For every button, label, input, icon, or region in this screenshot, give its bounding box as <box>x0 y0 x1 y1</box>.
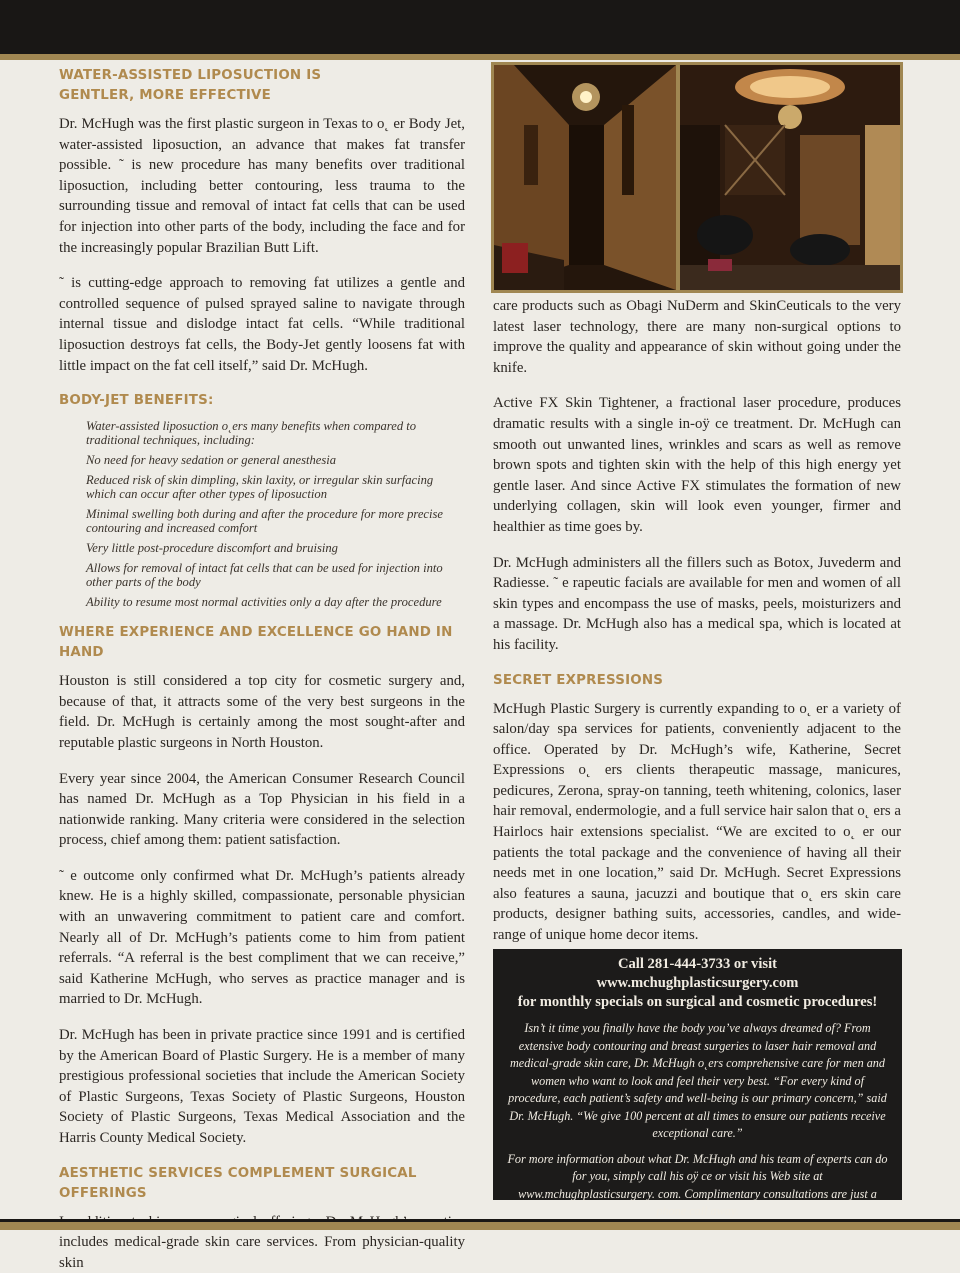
callout-paragraph: Isn’t it time you finally have the body you’ve always dreamed of? From extensive body contouring and breast surgeries to laser hair removal and medical-grade skin care, Dr. McHugh o˛ers comprehensive care for men and women who want to look and feel their very best. “For every kind of procedure, each patient’s safety and well-being is our primary concern,” said Dr. McHugh. “We give 100 percent at all times to ensure our patients receive exceptional care.” <box>508 1021 887 1140</box>
paragraph: care products such as Obagi NuDerm and SkinCeuticals to the very latest laser technology, there are many non-surgical options to improve the quality and appearance of skin without going under the knife. <box>493 298 901 376</box>
left-column <box>59 66 465 1273</box>
paragraph: Active FX Skin Tightener, a fractional laser procedure, produces dramatic results with a single in-oÿ ce treatment. Dr. McHugh can smooth out unwanted lines, wrinkles and scars as well as remove brown spots and tighten skin with the help of this high energy yet gentle laser. And since Active FX stimulates the formation of new underlying collagen, skin will look even younger, firmer and healthier as time goes by. <box>493 395 901 535</box>
paragraph: Dr. McHugh has been in private practice since 1991 and is certified by the American Board of Plastic Surgery. He is a member of many prestigious professional societies that include the American Society of Plastic Surgeons, Texas Society of Plastic Surgeons, Houston Society of Plastic Surgeons, Texas Medical Association and the Harris County Medical Society. <box>59 1027 465 1146</box>
callout-box <box>493 949 902 1218</box>
list-item: Ability to resume most normal activities only a day after the procedure <box>86 595 442 610</box>
right-column <box>493 296 901 946</box>
paragraph: Dr. McHugh was the first plastic surgeon in Texas to o˛ er Body Jet, water-assisted liposuction, an advance that makes fat transfer possible. ˜ is new procedure has many benefits over traditional liposuction, including better contouring, less trauma to the surrounding tissue and removal of intact fat cells that can be used for injection into other parts of the body, including the face and for the increasingly popular Brazilian Butt Lift. <box>59 116 465 256</box>
benefits-list <box>86 419 465 609</box>
header-band <box>0 0 960 54</box>
list-item: Reduced risk of skin dimpling, skin laxity, or irregular skin surfacing which can occur after other types of liposuction <box>86 473 434 502</box>
paragraph: Every year since 2004, the American Consumer Research Council has named Dr. McHugh as a Top Physician in his field in a nationwide ranking. Many criteria were considered in the selection process, chief among them: patient satisfaction. <box>59 770 465 849</box>
paragraph: ˜ is cutting-edge approach to removing fat utilizes a gentle and controlled sequence of pulsed sprayed saline to navigate through internal tissue and dislodge intact fat cells. “While traditional liposuction destroys fat cells, the Body-Jet gently loosens fat with little impact on the fat cell itself,” said Dr. McHugh. <box>59 275 465 374</box>
paragraph: ˜ e outcome only confirmed what Dr. McHugh’s patients already knew. He is a highly skilled, compassionate, personable physician with an unwavering commitment to patient care and comfort. Nearly all of Dr. McHugh’s patients come to him from patient referrals. “A referral is the best compliment that we can receive,” said Katherine McHugh, who serves as practice manager and is married to Dr. McHugh. <box>59 867 465 1008</box>
spa-room-photo <box>680 65 900 290</box>
section-title-liposuction <box>59 66 465 106</box>
title-line-2: GENTLER, MORE EFFECTIVE <box>59 88 271 103</box>
callout-specials: for monthly specials on surgical and cosmetic procedures! <box>517 994 878 1010</box>
paragraph: McHugh Plastic Surgery is currently expanding to o˛ er a variety of salon/day spa services for patients, conveniently adjacent to the office. Operated by Dr. McHugh’s wife, Katherine, Secret Expressions o˛ ers clients therapeutic massage, manicures, pedicures, Zerona, spray-on tanning, teeth whitening, colonics, laser hair removal, endermologie, and a full service hair salon that o˛ ers a Hairlocs hair extensions specialist. “We are excited to o˛ er our patients the total package and the convenience of having all their needs met in one location,” said Dr. McHugh. Secret Expressions also features a sauna, jacuzzi and boutique that o˛ ers skin care products, designer bathing suits, accessories, candles, and wide-range of unique home decor items. <box>493 700 901 944</box>
list-item: No need for heavy sedation or general anesthesia <box>86 453 337 468</box>
list-item: Very little post-procedure discomfort and bruising <box>86 541 338 556</box>
list-item: Allows for removal of intact fat cells that can be used for injection into other parts of the body <box>86 561 443 590</box>
paragraph: includes medical-grade skin care services. From physician-quality skin <box>59 1234 465 1271</box>
photo-frame <box>491 62 903 293</box>
paragraph: Dr. McHugh administers all the fillers such as Botox, Juvederm and Radiesse. ˜ e rapeutic facials are available for men and women of all skin types and encompass the use of masks, peels, moisturizers and a massage. Dr. McHugh also has a medical spa, which is located at his facility. <box>493 554 901 653</box>
callout-phone: Call 281-444-3733 or visit <box>617 956 778 972</box>
gold-rule-top <box>0 54 960 60</box>
list-item: Minimal swelling both during and after the procedure for more precise contouring and increased comfort <box>86 507 444 536</box>
gold-rule-bottom <box>0 1219 960 1230</box>
section-title-aesthetic: AESTHETIC SERVICES COMPLEMENT SURGICAL OFFERINGS <box>59 1165 417 1201</box>
spa-room-illustration <box>680 65 900 290</box>
callout-paragraph: For more information about what Dr. McHugh and his team of experts can do for you, simply call his oÿ ce or visit his Web site at www.mchughplasticsurgery. com. Complimentary consultations are just a phone call away. <box>507 1151 888 1218</box>
section-title-benefits: BODY-JET BENEFITS: <box>59 393 214 409</box>
hallway-photo <box>494 65 676 290</box>
section-title-experience: WHERE EXPERIENCE AND EXCELLENCE GO HAND IN HAND <box>59 625 453 661</box>
list-item: Water-assisted liposuction o˛ers many benefits when compared to traditional techniques, including: <box>86 419 417 448</box>
section-title-secret-expressions: SECRET EXPRESSIONS <box>493 672 664 688</box>
paragraph: Houston is still considered a top city for cosmetic surgery and, because of that, it attracts some of the very best surgeons in the field. Dr. McHugh is certainly among the most sought-after and reputable plastic surgeons in North Houston. <box>59 673 465 751</box>
callout-website: www.mchughplasticsurgery.com <box>596 975 799 991</box>
hallway-illustration <box>494 65 676 290</box>
title-line-1: WATER-ASSISTED LIPOSUCTION IS <box>59 68 322 83</box>
